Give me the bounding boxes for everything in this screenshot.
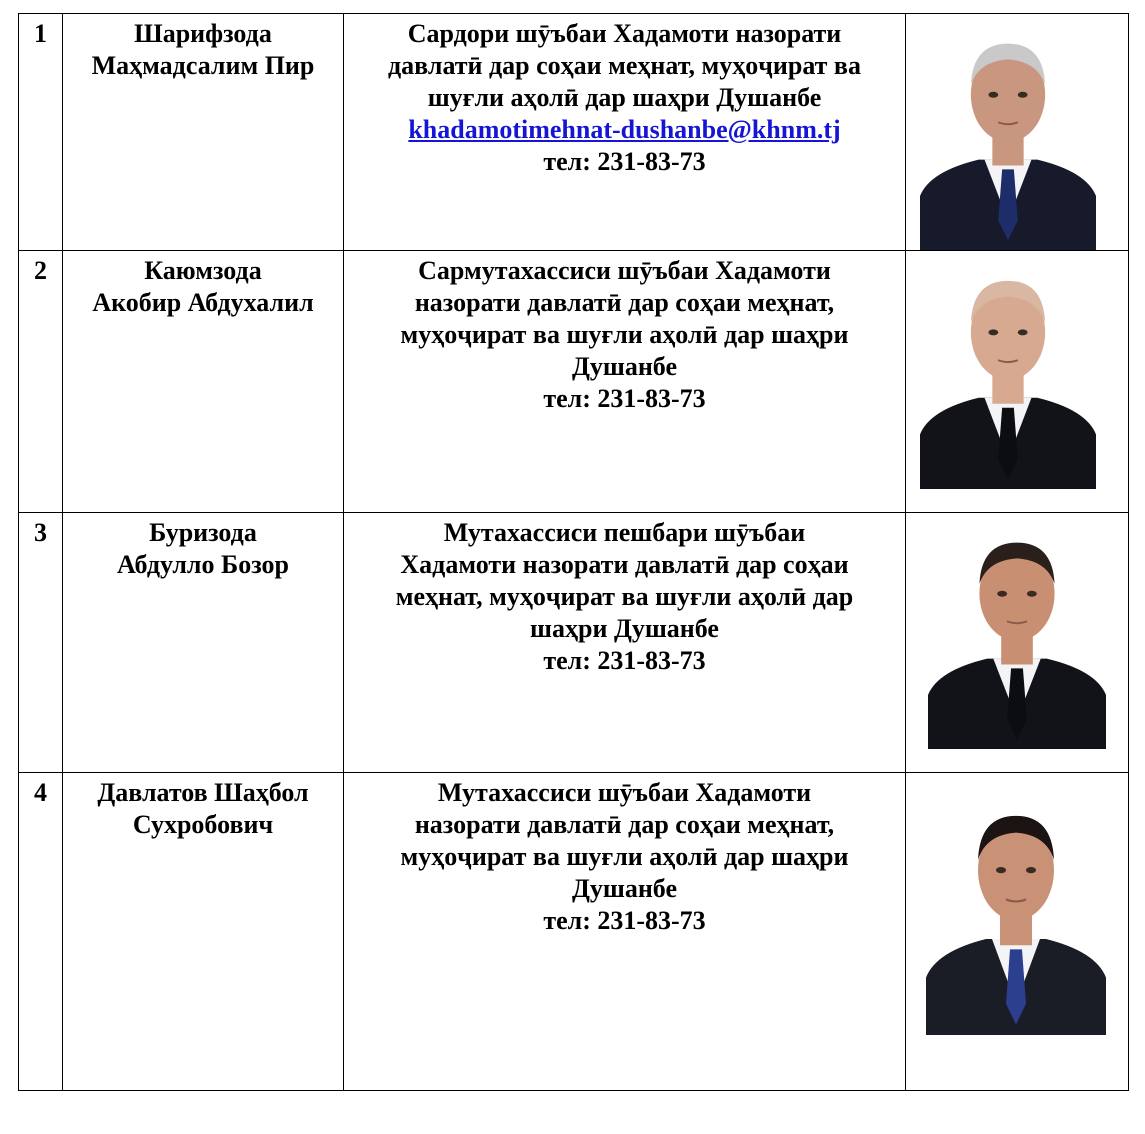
employee-photo-cell [906,773,1129,1091]
name-line: Шарифзода [134,19,272,48]
employee-name [63,251,344,513]
position-line: муҳоҷират ва шуғли аҳолӣ дар шаҳри [400,320,849,349]
name-line: Маҳмадсалим Пир [91,51,315,80]
phone-number: тел: 231-83-73 [543,906,706,935]
position-line: Хадамоти назорати давлатӣ дар соҳаи [400,550,849,579]
position-line: давлатӣ дар соҳаи меҳнат, муҳоҷират ва [388,51,861,80]
position-line: Мутахассиси пешбари шӯъбаи [443,518,806,547]
employee-name [63,513,344,773]
position-line: шаҳри Душанбе [530,614,719,643]
staff-table [18,13,1129,1091]
position-line: Душанбе [571,874,677,903]
phone-number: тел: 231-83-73 [543,646,706,675]
position-line: Мутахассиси шӯъбаи Хадамоти [437,778,812,807]
employee-name [63,14,344,251]
name-line: Каюмзода [144,256,262,285]
row-number: 3 [19,513,63,773]
employee-position [344,513,906,773]
employee-position [344,251,906,513]
email-link[interactable]: khadamotimehnat-dushanbe@khnm.tj [408,115,841,144]
portrait-photo-icon [920,261,1096,489]
row-number: 1 [19,14,63,251]
row-number: 2 [19,251,63,513]
portrait-photo-icon [920,24,1096,250]
name-line: Акобир Абдухалил [92,288,314,317]
employee-position [344,14,906,251]
name-line: Давлатов Шаҳбол [97,778,309,807]
position-line: Сардори шӯъбаи Хадамоти назорати [407,19,842,48]
employee-photo-cell [906,513,1129,773]
employee-name [63,773,344,1091]
employee-photo-cell [906,251,1129,513]
table-row [19,513,1129,773]
position-line: Душанбе [571,352,677,381]
row-number: 4 [19,773,63,1091]
table-row [19,14,1129,251]
position-line: назорати давлатӣ дар соҳаи меҳнат, [414,810,835,839]
employee-photo-cell [906,14,1129,251]
phone-number: тел: 231-83-73 [543,384,706,413]
portrait-photo-icon [926,795,1106,1035]
name-line: Буризода [149,518,257,547]
position-line: муҳоҷират ва шуғли аҳолӣ дар шаҳри [400,842,849,871]
position-line: меҳнат, муҳоҷират ва шуғли аҳолӣ дар [395,582,854,611]
phone-number: тел: 231-83-73 [543,147,706,176]
position-line: Сармутахассиси шӯъбаи Хадамоти [418,256,831,285]
portrait-photo-icon [928,523,1106,749]
table-row [19,251,1129,513]
table-row [19,773,1129,1091]
name-line: Абдулло Бозор [117,550,289,579]
name-line: Сухробович [132,810,274,839]
position-line: назорати давлатӣ дар соҳаи меҳнат, [414,288,835,317]
position-line: шуғли аҳолӣ дар шаҳри Душанбе [427,83,822,112]
employee-position [344,773,906,1091]
